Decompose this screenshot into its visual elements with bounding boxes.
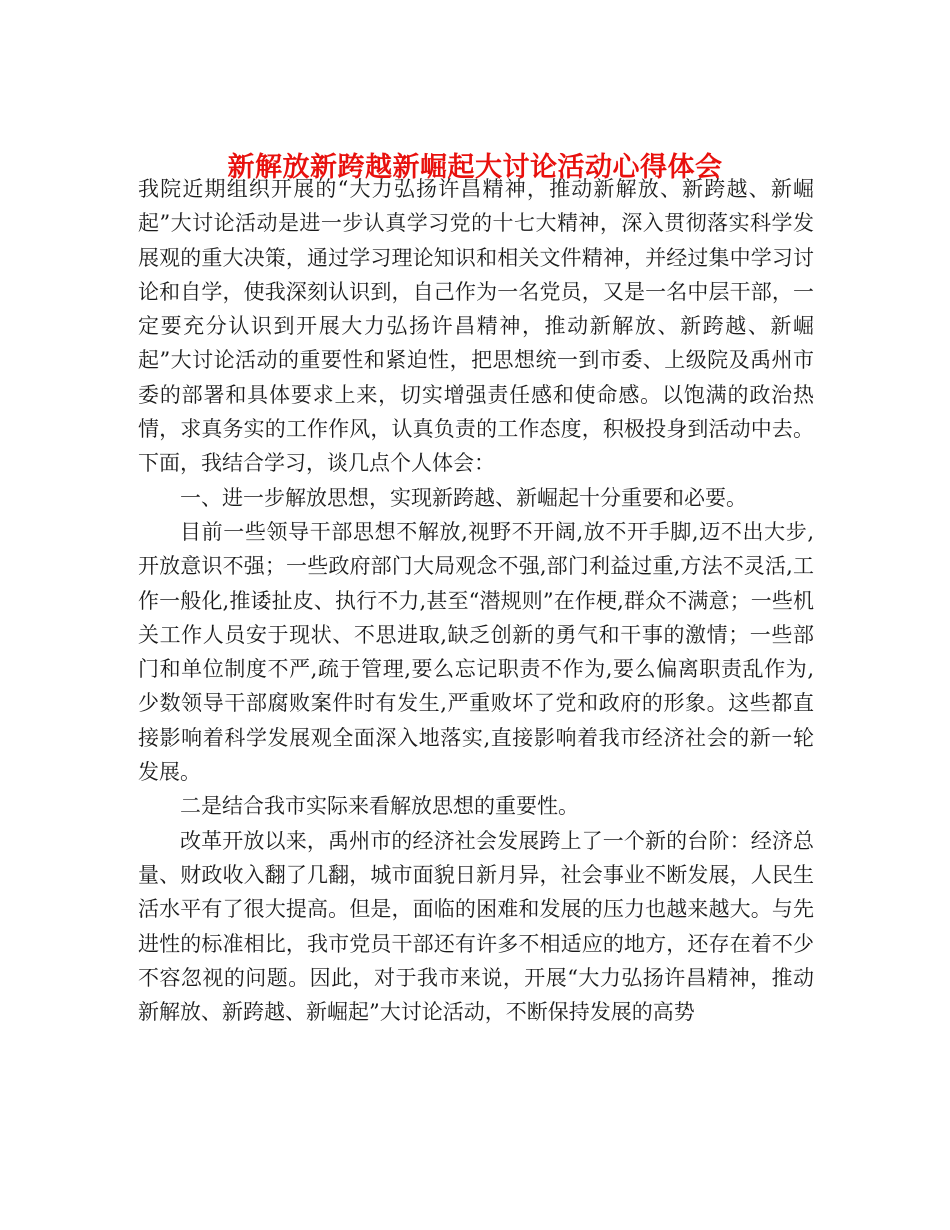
document-body [138,172,814,1029]
paragraph-intro: 我院近期组织开展的“大力弘扬许昌精神，推动新解放、新跨越、新崛起”大讨论活动是进一步认真学习党的十七大精神，深入贯彻落实科学发展观的重大决策，通过学习理论知识和相关文件精神，并经过集中学习讨论和自学，使我深刻认识到，自己作为一名党员，又是一名中层干部，一定要充分认识到开展大力弘扬许昌精神，推动新解放、新跨越、新崛起”大讨论活动的重要性和紧迫性，把思想统一到市委、上级院及禹州市委的部署和具体要求上来，切实增强责任感和使命感。以饱满的政治热情，求真务实的工作作风，认真负责的工作态度，积极投身到活动中去。下面，我结合学习，谈几点个人体会： [138,177,814,476]
document-title: 新解放新跨越新崛起大讨论活动心得体会 [227,152,723,184]
paragraph-problems: 目前一些领导干部思想不解放,视野不开阔,放不开手脚,迈不出大步,开放意识不强；一些政府部门大局观念不强,部门利益过重,方法不灵活,工作一般化,推诿扯皮、执行不力,甚至“潜规则”在作梗,群众不满意；一些机关工作人员安于现状、不思进取,缺乏创新的勇气和干事的激情；一些部门和单位制度不严,疏于管理,要么忘记职责不作为,要么偏离职责乱作为,少数领导干部腐败案件时有发生,严重败坏了党和政府的形象。这些都直接影响着科学发展观全面深入地落实,直接影响着我市经济社会的新一轮发展。 [138,519,814,785]
paragraph-reform: 改革开放以来，禹州市的经济社会发展跨上了一个新的台阶：经济总量、财政收入翻了几翻，城市面貌日新月异，社会事业不断发展，人民生活水平有了很大提高。但是，面临的困难和发展的压力也越来越大。与先进性的标准相比，我市党员干部还有许多不相适应的地方，还存在着不少不容忽视的问题。因此，对于我市来说，开展“大力弘扬许昌精神，推动新解放、新跨越、新崛起”大讨论活动，不断保持发展的高势 [138,828,814,1025]
paragraph-heading-1: 一、进一步解放思想，实现新跨越、新崛起十分重要和必要。 [180,485,747,510]
paragraph-heading-2: 二是结合我市实际来看解放思想的重要性。 [180,794,579,819]
